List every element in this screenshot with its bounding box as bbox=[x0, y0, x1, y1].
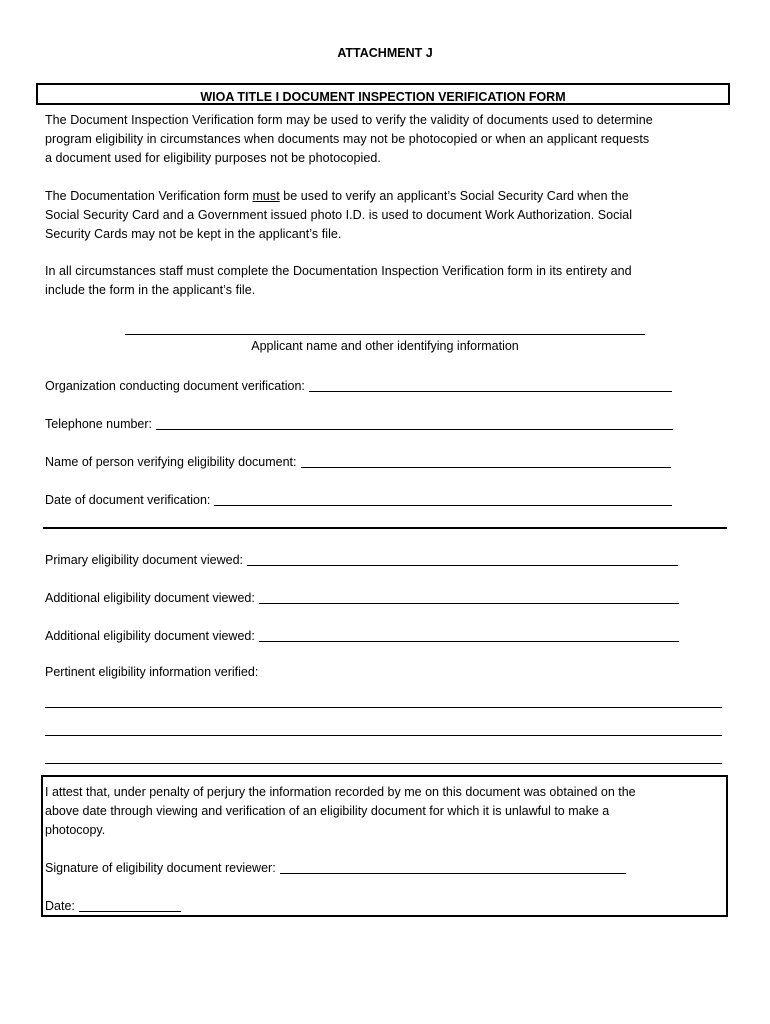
intro-line: The Document Inspection Verification form may be used to verify the validity of documents used to determine bbox=[45, 113, 653, 127]
additional-doc-2-field-row bbox=[45, 626, 679, 644]
section-divider bbox=[43, 527, 727, 529]
attestation-line: above date through viewing and verification of an eligibility document for which it is unlawful to make a bbox=[45, 804, 610, 818]
applicant-name-field[interactable] bbox=[125, 334, 645, 335]
signature-field-row bbox=[45, 858, 626, 876]
ssc-line-2: Social Security Card and a Government issued photo I.D. is used to document Work Authorization. Social bbox=[45, 208, 633, 222]
verifier-name-label: Name of person verifying eligibility document: bbox=[45, 455, 297, 469]
telephone-input[interactable] bbox=[156, 415, 673, 430]
additional-doc-2-input[interactable] bbox=[259, 627, 679, 642]
attestation-line: photocopy. bbox=[45, 823, 106, 837]
verifier-name-field-row bbox=[45, 452, 671, 470]
signature-input[interactable] bbox=[280, 859, 626, 874]
signature-label: Signature of eligibility document reviewer: bbox=[45, 861, 276, 875]
additional-doc-1-field-row bbox=[45, 588, 679, 606]
attestation-line: I attest that, under penalty of perjury the information recorded by me on this document was obtained on the bbox=[45, 785, 636, 799]
circumstances-line: include the form in the applicant’s file. bbox=[45, 283, 256, 297]
date-label: Date: bbox=[45, 899, 75, 913]
pertinent-info-line[interactable] bbox=[45, 735, 722, 736]
verifier-name-input[interactable] bbox=[301, 453, 671, 468]
attestation-text bbox=[45, 783, 725, 840]
verification-date-label: Date of document verification: bbox=[45, 493, 211, 507]
ssc-line-1 bbox=[45, 187, 730, 206]
date-field-row bbox=[45, 896, 181, 914]
must-emphasis: must bbox=[252, 189, 280, 203]
pertinent-info-label: Pertinent eligibility information verified: bbox=[45, 665, 259, 679]
additional-doc-1-input[interactable] bbox=[259, 589, 679, 604]
primary-doc-field-row bbox=[45, 550, 678, 568]
ssc-paragraph bbox=[45, 187, 730, 244]
circumstances-paragraph bbox=[45, 262, 730, 300]
verification-date-field-row bbox=[45, 490, 672, 508]
applicant-name-label: Applicant name and other identifying information bbox=[251, 339, 519, 353]
ssc-text: The Documentation Verification form bbox=[45, 189, 253, 203]
pertinent-info-line[interactable] bbox=[45, 763, 722, 764]
ssc-line-3: Security Cards may not be kept in the applicant’s file. bbox=[45, 227, 342, 241]
form-title: WIOA TITLE I DOCUMENT INSPECTION VERIFICATION FORM bbox=[36, 83, 730, 105]
verification-date-input[interactable] bbox=[214, 491, 672, 506]
ssc-text: be used to verify an applicant’s Social Security Card when the bbox=[279, 189, 629, 203]
pertinent-info-line[interactable] bbox=[45, 707, 722, 708]
intro-line: program eligibility in circumstances when documents may not be photocopied or when an applicant requests bbox=[45, 132, 650, 146]
organization-label: Organization conducting document verification: bbox=[45, 379, 305, 393]
telephone-label: Telephone number: bbox=[45, 417, 153, 431]
telephone-field-row bbox=[45, 414, 673, 432]
date-input[interactable] bbox=[79, 897, 181, 912]
circumstances-line: In all circumstances staff must complete the Documentation Inspection Verification form in its entirety and bbox=[45, 264, 632, 278]
intro-line: a document used for eligibility purposes not be photocopied. bbox=[45, 151, 381, 165]
intro-paragraph bbox=[45, 111, 730, 168]
primary-doc-label: Primary eligibility document viewed: bbox=[45, 553, 243, 567]
additional-doc-1-label: Additional eligibility document viewed: bbox=[45, 591, 255, 605]
organization-input[interactable] bbox=[309, 377, 672, 392]
organization-field-row bbox=[45, 376, 672, 394]
primary-doc-input[interactable] bbox=[247, 551, 678, 566]
attachment-label: ATTACHMENT J bbox=[337, 46, 433, 60]
additional-doc-2-label: Additional eligibility document viewed: bbox=[45, 629, 255, 643]
